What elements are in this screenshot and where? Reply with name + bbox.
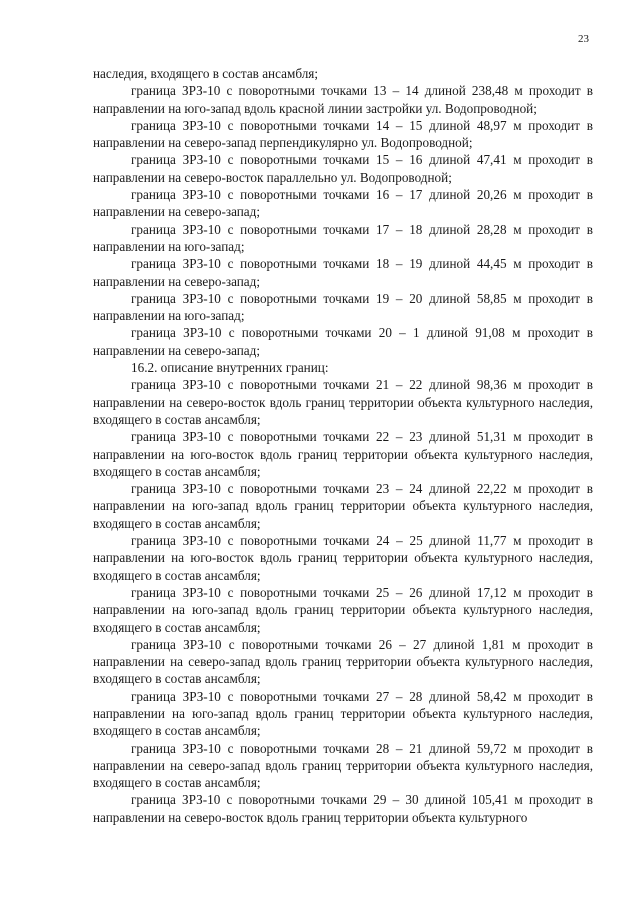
paragraph: граница ЗРЗ-10 с поворотными точками 13 – 14 длиной 238,48 м проходит в направлении на юго-запад вдоль красной линии застройки ул. Водопроводной; [93, 83, 593, 116]
paragraph: граница ЗРЗ-10 с поворотными точками 20 – 1 длиной 91,08 м проходит в направлении на северо-запад; [93, 325, 593, 358]
paragraph: граница ЗРЗ-10 с поворотными точками 24 – 25 длиной 11,77 м проходит в направлении на юго-восток вдоль границ территории объекта культурного наследия, входящего в состав ансамбля; [93, 533, 593, 583]
paragraph: граница ЗРЗ-10 с поворотными точками 25 – 26 длиной 17,12 м проходит в направлении на юго-запад вдоль границ территории объекта культурного наследия, входящего в состав ансамбля; [93, 584, 593, 635]
paragraph: граница ЗРЗ-10 с поворотными точками 14 – 15 длиной 48,97 м проходит в направлении на северо-запад перпендикулярно ул. Водопроводной; [93, 117, 593, 151]
paragraph: граница ЗРЗ-10 с поворотными точками 18 – 19 длиной 44,45 м проходит в направлении на северо-запад; [93, 256, 593, 289]
document-body [93, 65, 593, 826]
paragraph: граница ЗРЗ-10 с поворотными точками 21 – 22 длиной 98,36 м проходит в направлении на северо-восток вдоль границ территории объекта культурного наследия, входящего в состав ансамбля; [93, 377, 593, 427]
paragraph: граница ЗРЗ-10 с поворотными точками 29 – 30 длиной 105,41 м проходит в направлении на северо-восток вдоль границ территории объекта культурного [93, 792, 593, 825]
page-number: 23 [578, 33, 589, 45]
paragraph: граница ЗРЗ-10 с поворотными точками 16 – 17 длиной 20,26 м проходит в направлении на северо-запад; [93, 187, 593, 220]
paragraph: граница ЗРЗ-10 с поворотными точками 28 – 21 длиной 59,72 м проходит в направлении на северо-запад вдоль границ территории объекта культурного наследия, входящего в состав ансамбля; [93, 740, 593, 791]
paragraph: наследия, входящего в состав ансамбля; [93, 66, 319, 81]
paragraph: граница ЗРЗ-10 с поворотными точками 22 – 23 длиной 51,31 м проходит в направлении на юго-восток вдоль границ территории объекта культурного наследия, входящего в состав ансамбля; [93, 429, 593, 479]
paragraph: граница ЗРЗ-10 с поворотными точками 26 – 27 длиной 1,81 м проходит в направлении на северо-запад вдоль границ территории объекта культурного наследия, входящего в состав ансамбля; [93, 636, 593, 687]
paragraph: граница ЗРЗ-10 с поворотными точками 15 – 16 длиной 47,41 м проходит в направлении на северо-восток параллельно ул. Водопроводной; [93, 152, 593, 185]
paragraph: граница ЗРЗ-10 с поворотными точками 23 – 24 длиной 22,22 м проходит в направлении на юго-запад вдоль границ территории объекта культурного наследия, входящего в состав ансамбля; [93, 481, 593, 531]
paragraph: граница ЗРЗ-10 с поворотными точками 17 – 18 длиной 28,28 м проходит в направлении на юго-запад; [93, 221, 593, 254]
paragraph: граница ЗРЗ-10 с поворотными точками 27 – 28 длиной 58,42 м проходит в направлении на юго-запад вдоль границ территории объекта культурного наследия, входящего в состав ансамбля; [93, 688, 593, 739]
paragraph: граница ЗРЗ-10 с поворотными точками 19 – 20 длиной 58,85 м проходит в направлении на юго-запад; [93, 290, 593, 324]
section-heading: 16.2. описание внутренних границ: [131, 360, 329, 376]
